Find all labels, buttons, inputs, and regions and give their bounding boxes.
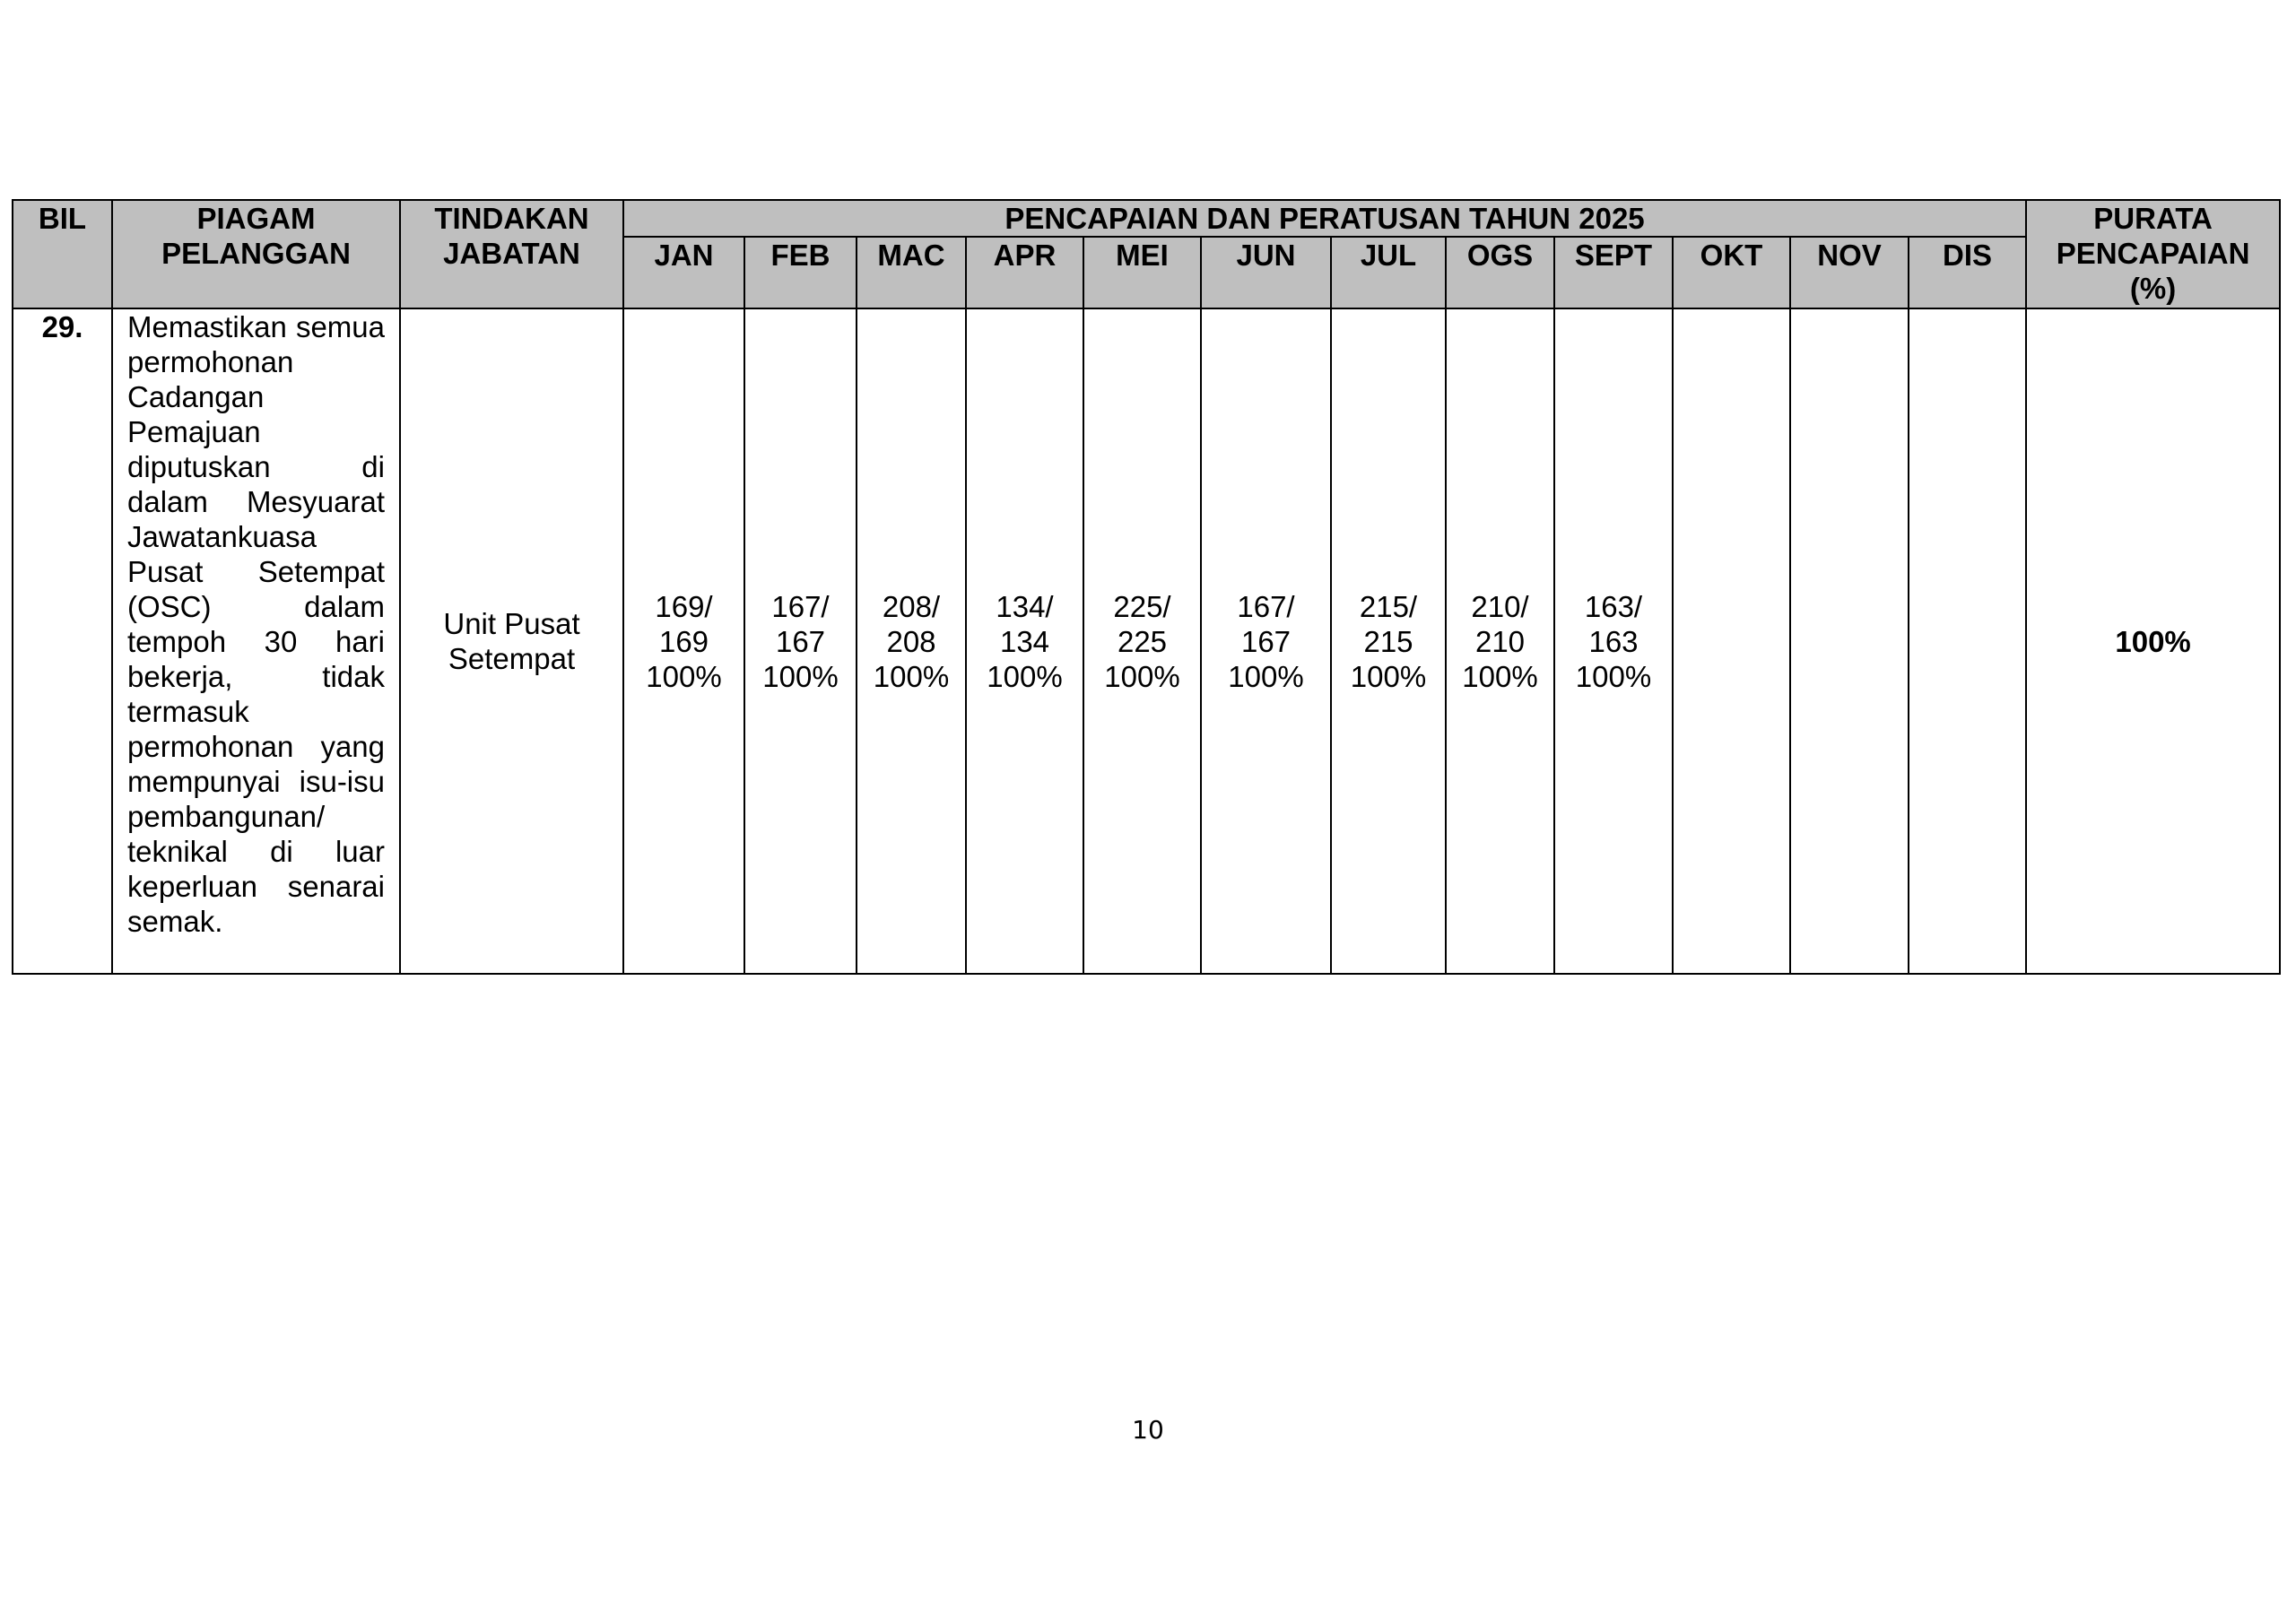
- month-value-mid: 225: [1117, 624, 1168, 658]
- month-percent: 100%: [646, 659, 722, 693]
- month-percent: 100%: [1462, 659, 1538, 693]
- performance-table: [12, 199, 2281, 975]
- header-pencapaian: PENCAPAIAN DAN PERATUSAN TAHUN 2025: [623, 200, 2026, 237]
- month-value-mid: 163: [1588, 624, 1639, 658]
- month-cell-ogs: [1446, 308, 1554, 974]
- month-percent: 100%: [873, 659, 950, 693]
- header-month: MEI: [1083, 237, 1201, 308]
- header-row-top: [13, 200, 2280, 237]
- table-row: [13, 308, 2280, 974]
- header-month: JUN: [1201, 237, 1331, 308]
- month-percent: 100%: [1575, 659, 1652, 693]
- month-value-top: 167/: [1237, 589, 1295, 623]
- header-month: JUL: [1331, 237, 1446, 308]
- page-number: 10: [1132, 1415, 1164, 1445]
- month-value-mid: 167: [1240, 624, 1292, 658]
- month-value-top: 208/: [882, 589, 941, 623]
- month-cell-mei: [1083, 308, 1201, 974]
- month-cell-dis: [1909, 308, 2026, 974]
- month-percent: 100%: [1104, 659, 1180, 693]
- month-value-mid: 210: [1474, 624, 1526, 658]
- month-cell-feb: [744, 308, 857, 974]
- month-value-top: 169/: [655, 589, 713, 623]
- header-month: OGS: [1446, 237, 1554, 308]
- month-value-top: 225/: [1113, 589, 1171, 623]
- row-bil: 29.: [13, 308, 112, 974]
- header-month: SEPT: [1554, 237, 1673, 308]
- month-cell-jan: [623, 308, 744, 974]
- row-purata-pencapaian: 100%: [2026, 308, 2280, 974]
- header-month: OKT: [1673, 237, 1790, 308]
- month-cell-nov: [1790, 308, 1909, 974]
- month-cell-apr: [966, 308, 1083, 974]
- month-value-top: 163/: [1584, 589, 1643, 623]
- month-value-mid: 215: [1363, 624, 1413, 658]
- month-value-top: 210/: [1471, 589, 1529, 623]
- header-month: JAN: [623, 237, 744, 308]
- month-value-top: 215/: [1359, 589, 1418, 623]
- month-cell-jun: [1201, 308, 1331, 974]
- month-value-mid: 134: [999, 624, 1050, 658]
- row-piagam-text: Memastikan semua permohonan Cadangan Pemajuan diputuskan di dalam Mesyuarat Jawatankuasa Pusat Setempat (OSC) dalam tempoh 30 hari bekerja, tidak termasuk permohonan yang mempunyai isu-isu pembangunan/ teknikal di luar keperluan senarai semak.: [112, 308, 400, 974]
- month-value-top: 134/: [996, 589, 1054, 623]
- month-cell-sept: [1554, 308, 1673, 974]
- header-tindakan-jabatan: TINDAKAN JABATAN: [400, 200, 623, 308]
- month-value-top: 167/: [771, 589, 830, 623]
- header-month: MAC: [857, 237, 966, 308]
- month-percent: 100%: [1228, 659, 1304, 693]
- header-bil: BIL: [13, 200, 112, 308]
- header-month: DIS: [1909, 237, 2026, 308]
- month-value-mid: 167: [775, 624, 826, 658]
- month-cell-jul: [1331, 308, 1446, 974]
- header-purata-pencapaian: PURATA PENCAPAIAN (%): [2026, 200, 2280, 308]
- month-percent: 100%: [1350, 659, 1427, 693]
- month-value-mid: 208: [886, 624, 936, 658]
- month-cell-mac: [857, 308, 966, 974]
- month-percent: 100%: [987, 659, 1063, 693]
- header-month: NOV: [1790, 237, 1909, 308]
- header-month: APR: [966, 237, 1083, 308]
- month-percent: 100%: [762, 659, 839, 693]
- month-value-mid: 169: [658, 624, 709, 658]
- header-piagam-pelanggan: PIAGAM PELANGGAN: [112, 200, 400, 308]
- month-cell-okt: [1673, 308, 1790, 974]
- header-month: FEB: [744, 237, 857, 308]
- row-tindakan: Unit Pusat Setempat: [400, 308, 623, 974]
